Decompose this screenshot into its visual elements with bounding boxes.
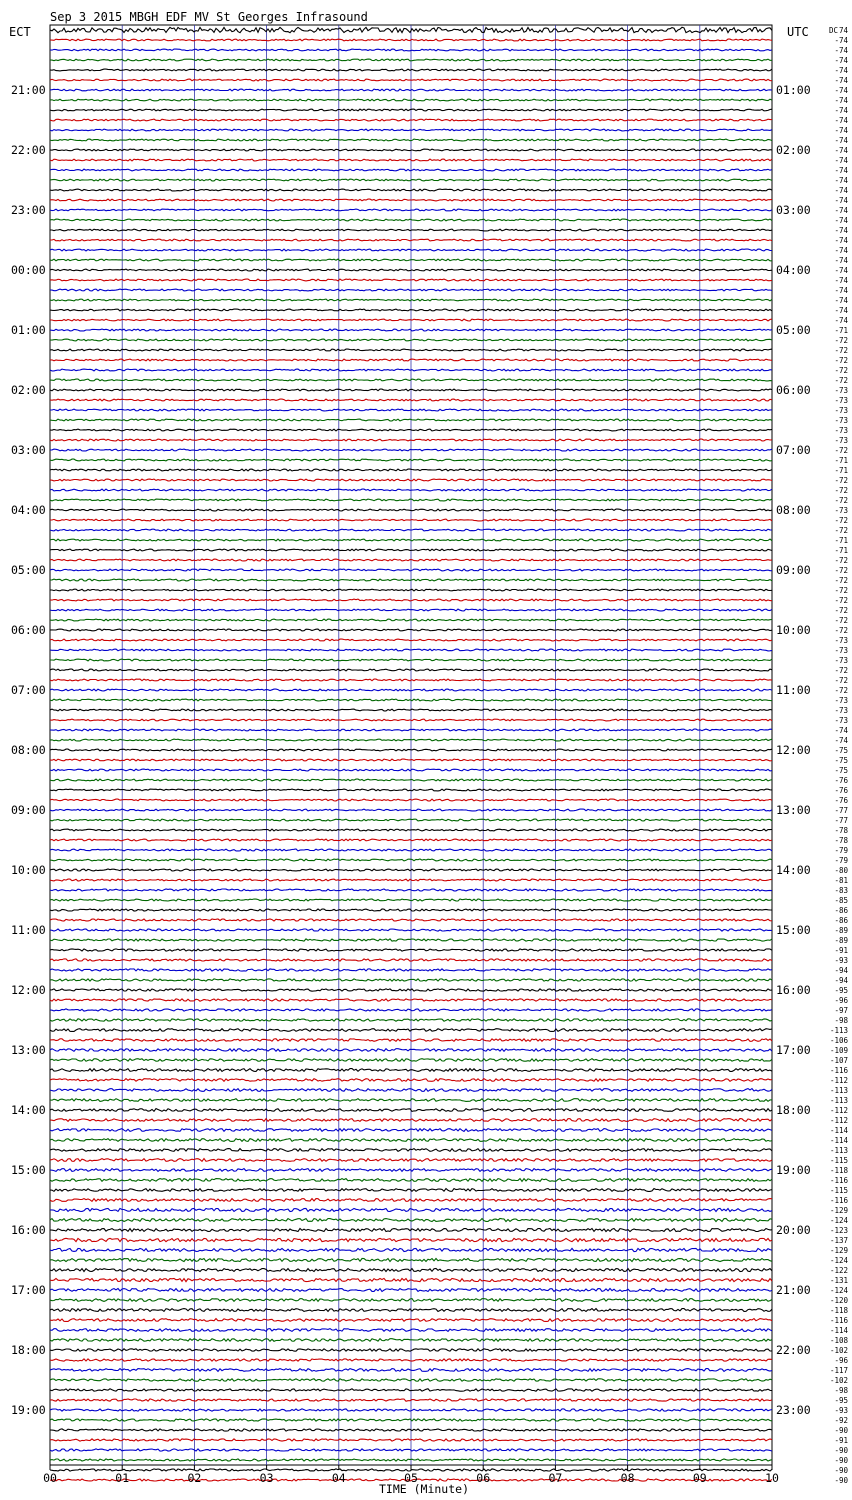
dc-offset-label: -113 [829, 1086, 848, 1095]
dc-offset-label: -115 [829, 1156, 848, 1165]
dc-offset-label: -73 [834, 406, 848, 415]
left-time-label: 07:00 [11, 683, 46, 697]
right-time-label: 20:00 [776, 1223, 811, 1237]
dc-offset-label: -72 [834, 476, 848, 485]
left-time-label: 12:00 [11, 983, 46, 997]
dc-offset-label: -89 [834, 926, 848, 935]
dc-offset-label: -86 [834, 916, 848, 925]
right-time-label: 10:00 [776, 623, 811, 637]
dc-offset-label: -71 [834, 536, 848, 545]
label-layer [11, 26, 848, 1485]
left-time-label: 09:00 [11, 803, 46, 817]
dc-offset-label: -74 [834, 196, 848, 205]
dc-offset-label: -74 [834, 246, 848, 255]
dc-offset-label: -74 [834, 306, 848, 315]
dc-offset-label: -74 [834, 186, 848, 195]
left-time-label: 08:00 [11, 743, 46, 757]
dc-offset-label: -74 [834, 106, 848, 115]
dc-offset-label: -83 [834, 886, 848, 895]
right-timezone-label: UTC [787, 25, 809, 39]
dc-offset-label: -74 [834, 166, 848, 175]
dc-offset-label: -72 [834, 556, 848, 565]
left-time-label: 17:00 [11, 1283, 46, 1297]
x-tick-label: 09 [692, 1471, 707, 1485]
left-time-label: 11:00 [11, 923, 46, 937]
dc-offset-label: -72 [834, 356, 848, 365]
dc-offset-label: -72 [834, 376, 848, 385]
dc-offset-label: -113 [829, 1026, 848, 1035]
right-time-label: 08:00 [776, 503, 811, 517]
dc-offset-label: -71 [834, 326, 848, 335]
dc-offset-label: -98 [834, 1386, 848, 1395]
dc-offset-label: -86 [834, 906, 848, 915]
dc-offset-label: -72 [834, 516, 848, 525]
dc-offset-label: -109 [829, 1046, 848, 1055]
dc-offset-label: -113 [829, 1096, 848, 1105]
dc-offset-label: -95 [834, 1396, 848, 1405]
right-time-label: 19:00 [776, 1163, 811, 1177]
dc-offset-label: -112 [829, 1116, 848, 1125]
right-time-label: 02:00 [776, 143, 811, 157]
dc-offset-label: -73 [834, 396, 848, 405]
right-time-label: 06:00 [776, 383, 811, 397]
left-time-label: 06:00 [11, 623, 46, 637]
right-time-label: 15:00 [776, 923, 811, 937]
dc-offset-label: -73 [834, 416, 848, 425]
left-time-label: 02:00 [11, 383, 46, 397]
dc-offset-label: -74 [834, 66, 848, 75]
dc-offset-label: -129 [829, 1246, 848, 1255]
dc-offset-label: -72 [834, 446, 848, 455]
dc-offset-label: -102 [829, 1346, 848, 1355]
dc-offset-label: -73 [834, 656, 848, 665]
dc-offset-label: -74 [834, 256, 848, 265]
dc-offset-label: -74 [834, 76, 848, 85]
dc-offset-label: -73 [834, 716, 848, 725]
x-tick-label: 07 [548, 1471, 563, 1485]
dc-offset-label: -116 [829, 1196, 848, 1205]
dc-offset-label: -116 [829, 1176, 848, 1185]
right-time-label: 23:00 [776, 1403, 811, 1417]
dc-offset-label: -74 [834, 46, 848, 55]
dc-offset-label: -112 [829, 1106, 848, 1115]
x-tick-label: 02 [187, 1471, 202, 1485]
dc-offset-label: -137 [829, 1236, 848, 1245]
dc-offset-label: -74 [834, 266, 848, 275]
dc-offset-label: -80 [834, 866, 848, 875]
dc-offset-label: -78 [834, 826, 848, 835]
dc-offset-label: -79 [834, 846, 848, 855]
dc-offset-label: -74 [834, 136, 848, 145]
dc-offset-label: -124 [829, 1286, 848, 1295]
dc-offset-label: -74 [834, 736, 848, 745]
dc-offset-label: -91 [834, 1436, 848, 1445]
dc-offset-label: -74 [834, 156, 848, 165]
dc-offset-label: -72 [834, 626, 848, 635]
dc-offset-label: -120 [829, 1296, 848, 1305]
dc-offset-label: -72 [834, 526, 848, 535]
dc-offset-label: -122 [829, 1266, 848, 1275]
dc-offset-label: -77 [834, 816, 848, 825]
dc-offset-label: -74 [834, 56, 848, 65]
right-time-label: 17:00 [776, 1043, 811, 1057]
dc-offset-label: 74 [838, 26, 848, 35]
dc-offset-label: -112 [829, 1076, 848, 1085]
x-axis-label: TIME (Minute) [378, 1482, 470, 1496]
dc-offset-label: -108 [829, 1336, 848, 1345]
right-time-label: 04:00 [776, 263, 811, 277]
x-tick-label: 01 [115, 1471, 130, 1485]
right-time-label: 14:00 [776, 863, 811, 877]
dc-offset-label: -114 [829, 1126, 848, 1135]
right-time-label: 01:00 [776, 83, 811, 97]
dc-offset-label: -106 [829, 1036, 848, 1045]
dc-offset-label: -74 [834, 296, 848, 305]
dc-offset-label: -124 [829, 1256, 848, 1265]
x-tick-label: 06 [476, 1471, 491, 1485]
dc-offset-label: -74 [834, 206, 848, 215]
x-tick-label: 03 [259, 1471, 274, 1485]
right-time-label: 11:00 [776, 683, 811, 697]
grid-layer [50, 25, 772, 1470]
right-time-label: 03:00 [776, 203, 811, 217]
dc-offset-label: -71 [834, 546, 848, 555]
dc-offset-label: -74 [834, 226, 848, 235]
dc-offset-label: -98 [834, 1016, 848, 1025]
right-time-label: 07:00 [776, 443, 811, 457]
left-time-label: 04:00 [11, 503, 46, 517]
dc-offset-label: -79 [834, 856, 848, 865]
dc-offset-label: -72 [834, 336, 848, 345]
dc-offset-label: -73 [834, 696, 848, 705]
dc-offset-label: -72 [834, 686, 848, 695]
dc-offset-label: -72 [834, 606, 848, 615]
left-time-label: 15:00 [11, 1163, 46, 1177]
dc-offset-label: -81 [834, 876, 848, 885]
dc-offset-label: -85 [834, 896, 848, 905]
dc-offset-label: -74 [834, 116, 848, 125]
dc-offset-label: -72 [834, 346, 848, 355]
dc-offset-label: -90 [834, 1456, 848, 1465]
x-tick-label: 08 [620, 1471, 635, 1485]
dc-offset-label: -74 [834, 36, 848, 45]
dc-offset-label: -124 [829, 1216, 848, 1225]
x-tick-label: 04 [331, 1471, 346, 1485]
dc-offset-label: -75 [834, 766, 848, 775]
dc-offset-label: -95 [834, 986, 848, 995]
left-time-label: 22:00 [11, 143, 46, 157]
dc-offset-label: -116 [829, 1066, 848, 1075]
left-timezone-label: ECT [9, 25, 31, 39]
dc-offset-label: -77 [834, 806, 848, 815]
dc-offset-label: -72 [834, 676, 848, 685]
dc-offset-label: -102 [829, 1376, 848, 1385]
dc-offset-label: -113 [829, 1146, 848, 1155]
right-time-label: 16:00 [776, 983, 811, 997]
dc-offset-label: -72 [834, 576, 848, 585]
seismic-trace [50, 769, 772, 771]
right-time-label: 09:00 [776, 563, 811, 577]
dc-offset-label: -72 [834, 596, 848, 605]
dc-offset-label: -74 [834, 146, 848, 155]
dc-offset-label: -129 [829, 1206, 848, 1215]
dc-offset-label: -74 [834, 276, 848, 285]
dc-offset-label: -107 [829, 1056, 848, 1065]
right-time-label: 22:00 [776, 1343, 811, 1357]
dc-offset-label: -74 [834, 216, 848, 225]
seismic-trace [50, 909, 772, 911]
dc-offset-label: -73 [834, 506, 848, 515]
dc-offset-label: -114 [829, 1136, 848, 1145]
right-time-label: 21:00 [776, 1283, 811, 1297]
dc-offset-label: -72 [834, 566, 848, 575]
dc-offset-label: -73 [834, 436, 848, 445]
left-time-label: 10:00 [11, 863, 46, 877]
x-tick-label: 10 [765, 1471, 779, 1485]
dc-offset-label: -73 [834, 636, 848, 645]
dc-offset-label: -93 [834, 956, 848, 965]
dc-offset-label: -78 [834, 836, 848, 845]
dc-offset-label: -76 [834, 796, 848, 805]
dc-offset-label: -74 [834, 176, 848, 185]
dc-offset-label: -73 [834, 386, 848, 395]
dc-offset-label: -90 [834, 1426, 848, 1435]
x-tick-label: 00 [43, 1471, 57, 1485]
dc-offset-label: -91 [834, 946, 848, 955]
dc-offset-label: -90 [834, 1446, 848, 1455]
left-time-label: 05:00 [11, 563, 46, 577]
left-time-label: 01:00 [11, 323, 46, 337]
dc-offset-label: -94 [834, 966, 848, 975]
chart-title: Sep 3 2015 MBGH EDF MV St Georges Infrasound [50, 10, 368, 24]
left-time-label: 03:00 [11, 443, 46, 457]
dc-offset-label: -93 [834, 1406, 848, 1415]
dc-offset-label: -74 [834, 126, 848, 135]
dc-offset-label: -90 [834, 1466, 848, 1475]
seismic-trace [50, 159, 772, 161]
dc-offset-label: -123 [829, 1226, 848, 1235]
left-time-label: 13:00 [11, 1043, 46, 1057]
dc-offset-label: -96 [834, 1356, 848, 1365]
seismic-trace [50, 329, 772, 331]
dc-offset-label: -73 [834, 646, 848, 655]
dc-offset-label: -94 [834, 976, 848, 985]
dc-offset-label: -71 [834, 456, 848, 465]
dc-offset-label: -76 [834, 786, 848, 795]
dc-offset-label: -76 [834, 776, 848, 785]
dc-offset-label: -97 [834, 1006, 848, 1015]
left-time-label: 00:00 [11, 263, 46, 277]
right-time-label: 13:00 [776, 803, 811, 817]
left-time-label: 21:00 [11, 83, 46, 97]
dc-offset-header: DC [829, 26, 839, 35]
dc-offset-label: -74 [834, 286, 848, 295]
dc-offset-label: -115 [829, 1186, 848, 1195]
dc-offset-label: -73 [834, 706, 848, 715]
dc-offset-label: -72 [834, 666, 848, 675]
dc-offset-label: -90 [834, 1476, 848, 1485]
dc-offset-label: -114 [829, 1326, 848, 1335]
left-time-label: 19:00 [11, 1403, 46, 1417]
right-time-label: 18:00 [776, 1103, 811, 1117]
dc-offset-label: -74 [834, 236, 848, 245]
dc-offset-label: -74 [834, 726, 848, 735]
dc-offset-label: -75 [834, 746, 848, 755]
dc-offset-label: -117 [829, 1366, 848, 1375]
dc-offset-label: -75 [834, 756, 848, 765]
dc-offset-label: -118 [829, 1166, 848, 1175]
dc-offset-label: -72 [834, 486, 848, 495]
left-time-label: 14:00 [11, 1103, 46, 1117]
dc-offset-label: -74 [834, 96, 848, 105]
dc-offset-label: -96 [834, 996, 848, 1005]
dc-offset-label: -89 [834, 936, 848, 945]
dc-offset-label: -118 [829, 1306, 848, 1315]
right-time-label: 05:00 [776, 323, 811, 337]
right-time-label: 12:00 [776, 743, 811, 757]
dc-offset-label: -71 [834, 466, 848, 475]
left-time-label: 16:00 [11, 1223, 46, 1237]
dc-offset-label: -74 [834, 316, 848, 325]
left-time-label: 23:00 [11, 203, 46, 217]
dc-offset-label: -73 [834, 426, 848, 435]
dc-offset-label: -72 [834, 616, 848, 625]
dc-offset-label: -74 [834, 86, 848, 95]
dc-offset-label: -116 [829, 1316, 848, 1325]
x-tick-label: 05 [404, 1471, 418, 1485]
left-time-label: 18:00 [11, 1343, 46, 1357]
dc-offset-label: -92 [834, 1416, 848, 1425]
dc-offset-label: -131 [829, 1276, 848, 1285]
dc-offset-label: -72 [834, 366, 848, 375]
dc-offset-label: -72 [834, 586, 848, 595]
dc-offset-label: -72 [834, 496, 848, 505]
